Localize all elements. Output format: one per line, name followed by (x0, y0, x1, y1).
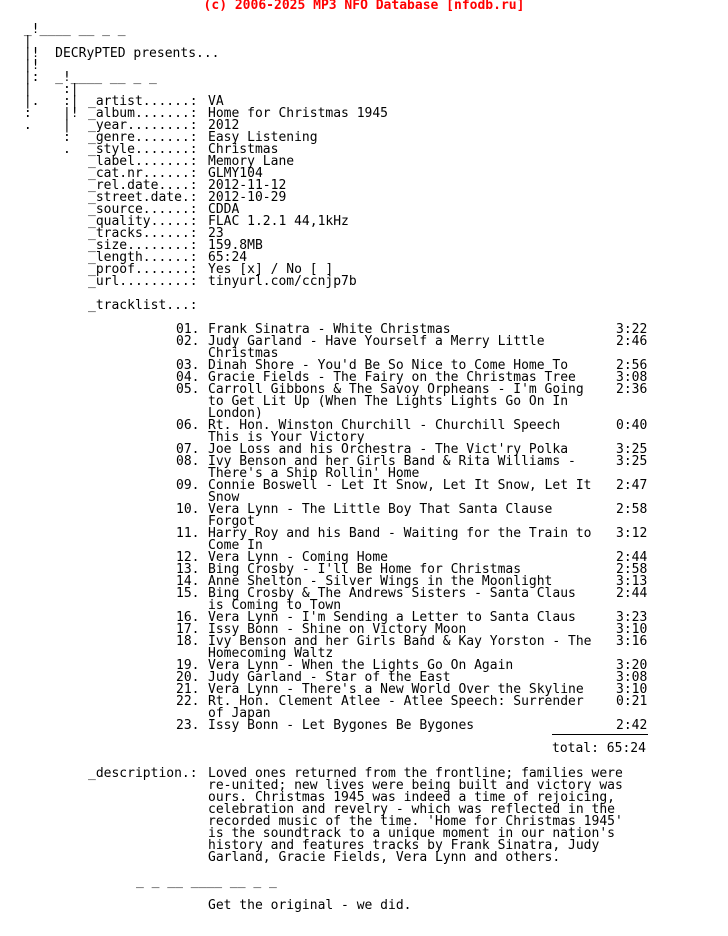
track-title: Joe Loss and his Orchestra - The Vict'ry Polka (208, 442, 569, 457)
field-value: tinyurl.com/ccnjp7b (208, 274, 357, 289)
track-title: Judy Garland - Star of the East (208, 670, 451, 685)
track-title: Rt. Hon. Winston Churchill - Churchill Speech (208, 418, 561, 433)
track-row (0, 480, 728, 492)
track-title: Bing Crosby & The Andrews Sisters - Santa Claus (208, 586, 576, 601)
track-time: 3:22 (616, 322, 648, 337)
track-time: 3:13 (616, 574, 648, 589)
track-title: Come In (208, 538, 263, 553)
field-label: _genre.......: (88, 130, 198, 145)
field-label: _year........: (88, 118, 198, 133)
track-number: 14. (176, 574, 200, 589)
track-number: 10. (176, 502, 200, 517)
field-value: Memory Lane (208, 154, 295, 169)
field-label: _proof.......: (88, 262, 198, 277)
description (208, 768, 623, 864)
track-number: 19. (176, 658, 200, 673)
track-time: 3:08 (616, 670, 648, 685)
field-label: _source......: (88, 202, 198, 217)
track-number: 09. (176, 478, 200, 493)
track-time: 2:47 (616, 478, 648, 493)
track-time: 3:08 (616, 370, 648, 385)
field-label: _url.........: (88, 274, 198, 289)
track-title: Gracie Fields - The Fairy on the Christmas Tree (208, 370, 576, 385)
track-time: 2:42 (616, 718, 648, 733)
track-row (0, 696, 728, 708)
track-title: Vera Lynn - The Little Boy That Santa Clause (208, 502, 553, 517)
tracklist-label: _tracklist...: (88, 298, 198, 313)
track-number: 13. (176, 562, 200, 577)
track-title: to Get Lit Up (When The Lights Lights Go On In (208, 394, 569, 409)
track-number: 02. (176, 334, 200, 349)
track-title: Forgot (208, 514, 255, 529)
track-title: Vera Lynn - When the Lights Go On Again (208, 658, 514, 673)
field-value: 2012 (208, 118, 240, 133)
track-number: 03. (176, 358, 200, 373)
track-time: 3:20 (616, 658, 648, 673)
description-line: celebration and revelry - which was reflected in the (208, 802, 615, 817)
field-label: _style.......: (88, 142, 198, 157)
track-number: 04. (176, 370, 200, 385)
field-value: 2012-10-29 (208, 190, 287, 205)
track-number: 01. (176, 322, 200, 337)
track-time: 2:58 (616, 562, 648, 577)
track-title: Ivy Benson and her Girls Band & Kay Yorston - The (208, 634, 592, 649)
track-title: Issy Bonn - Let Bygones Be Bygones (208, 718, 475, 733)
description-line: recorded music of the time. 'Home for Christmas 1945' (208, 814, 623, 829)
track-time: 3:25 (616, 442, 648, 457)
track-number: 15. (176, 586, 200, 601)
field-label: _quality.....: (88, 214, 198, 229)
track-title: Vera Lynn - I'm Sending a Letter to Santa Claus (208, 610, 576, 625)
field-label: _tracks......: (88, 226, 198, 241)
field-value: FLAC 1.2.1 44,1kHz (208, 214, 349, 229)
track-row (0, 336, 728, 348)
track-number: 05. (176, 382, 200, 397)
track-time: 0:21 (616, 694, 648, 709)
track-row (0, 636, 728, 648)
track-time: 0:40 (616, 418, 648, 433)
track-title: Harry Roy and his Band - Waiting for the Train to (208, 526, 592, 541)
track-title: Rt. Hon. Clement Atlee - Atlee Speech: Surrender (208, 694, 584, 709)
description-line: Loved ones returned from the frontline; families were (208, 766, 623, 781)
track-time: 3:12 (616, 526, 648, 541)
field-label: _size........: (88, 238, 198, 253)
group-title: DECRyPTED presents... (55, 46, 220, 61)
field-value: Yes [x] / No [ ] (208, 262, 334, 277)
track-title: Bing Crosby - I'll Be Home for Christmas (208, 562, 522, 577)
field-label: _length......: (88, 250, 198, 265)
total-length (552, 743, 646, 755)
field-value: Home for Christmas 1945 (208, 106, 389, 121)
total-label: total: (552, 741, 599, 756)
track-time: 2:44 (616, 586, 648, 601)
description-line: is the soundtrack to a unique moment in our nation's (208, 826, 615, 841)
track-title: is Coming to Town (208, 598, 342, 613)
footer-text: Get the original - we did. (208, 898, 412, 913)
field-value: VA (208, 94, 224, 109)
description-line: history and features tracks by Frank Sinatra, Judy (208, 838, 600, 853)
track-title: Dinah Shore - You'd Be So Nice to Come Home To (208, 358, 569, 373)
track-number: 06. (176, 418, 200, 433)
track-number: 21. (176, 682, 200, 697)
track-number: 17. (176, 622, 200, 637)
track-title: of Japan (208, 706, 271, 721)
track-time: 3:16 (616, 634, 648, 649)
track-title: Judy Garland - Have Yourself a Merry Little (208, 334, 545, 349)
track-title: Vera Lynn - There's a New World Over the Skyline (208, 682, 584, 697)
field-value: 2012-11-12 (208, 178, 287, 193)
track-time: 3:10 (616, 682, 648, 697)
track-title: London) (208, 406, 263, 421)
footer-divider: _ _ __ ____ __ _ _ (136, 874, 277, 889)
track-number: 12. (176, 550, 200, 565)
track-title: Anne Shelton - Silver Wings in the Moonlight (208, 574, 553, 589)
track-time: 2:36 (616, 382, 648, 397)
track-number: 23. (176, 718, 200, 733)
field-label: _artist......: (88, 94, 198, 109)
field-value: Christmas (208, 142, 279, 157)
field-value: CDDA (208, 202, 240, 217)
track-title: There's a Ship Rollin' Home (208, 466, 420, 481)
track-title: Connie Boswell - Let It Snow, Let It Snow, Let It (208, 478, 592, 493)
field-value: Easy Listening (208, 130, 318, 145)
track-row (0, 720, 728, 732)
track-row (0, 528, 728, 540)
track-time: 2:46 (616, 334, 648, 349)
track-number: 07. (176, 442, 200, 457)
track-title: Frank Sinatra - White Christmas (208, 322, 451, 337)
field-label: _rel.date....: (88, 178, 198, 193)
field-label: _cat.nr......: (88, 166, 198, 181)
track-number: 16. (176, 610, 200, 625)
track-number: 20. (176, 670, 200, 685)
field-label: _album.......: (88, 106, 198, 121)
track-number: 08. (176, 454, 200, 469)
track-title: Issy Bonn - Shine on Victory Moon (208, 622, 467, 637)
description-line: re-united; new lives were being built and victory was (208, 778, 623, 793)
description-line: Garland, Gracie Fields, Vera Lynn and others. (208, 850, 561, 865)
total-value: 65:24 (606, 741, 646, 756)
track-title: Ivy Benson and her Girls Band & Rita Williams - (208, 454, 576, 469)
track-number: 18. (176, 634, 200, 649)
track-time: 2:56 (616, 358, 648, 373)
ascii-frame: _!____ __ _ _ | |! DECRyPTED presents... |! |: _!____ __ _ _ | :| |. :| : |! . | : . (23, 22, 220, 157)
track-title: Carroll Gibbons & The Savoy Orpheans - I'm Going (208, 382, 584, 397)
track-row (0, 504, 728, 516)
track-number: 22. (176, 694, 200, 709)
track-row (0, 396, 728, 408)
track-time: 3:23 (616, 610, 648, 625)
description-line: ours. Christmas 1945 was indeed a time of rejoicing, (208, 790, 615, 805)
field-label: _label.......: (88, 154, 198, 169)
track-title: Homecoming Waltz (208, 646, 334, 661)
track-time: 2:44 (616, 550, 648, 565)
field-value: GLMY104 (208, 166, 263, 181)
track-time: 2:58 (616, 502, 648, 517)
site-header: (c) 2006-2025 MP3 NFO Database [nfodb.ru] (203, 0, 525, 13)
field-value: 65:24 (208, 250, 248, 265)
track-number: 11. (176, 526, 200, 541)
track-title: Christmas (208, 346, 279, 361)
track-title: This is Your Victory (208, 430, 365, 445)
track-title: Vera Lynn - Coming Home (208, 550, 389, 565)
field-value: 159.8MB (208, 238, 263, 253)
track-time: 3:10 (616, 622, 648, 637)
track-time: 3:25 (616, 454, 648, 469)
total-divider (552, 734, 648, 735)
description-label: _description.: (88, 766, 198, 781)
track-row (0, 588, 728, 600)
field-value: 23 (208, 226, 224, 241)
field-label: _street.date.: (88, 190, 198, 205)
track-title: Snow (208, 490, 240, 505)
